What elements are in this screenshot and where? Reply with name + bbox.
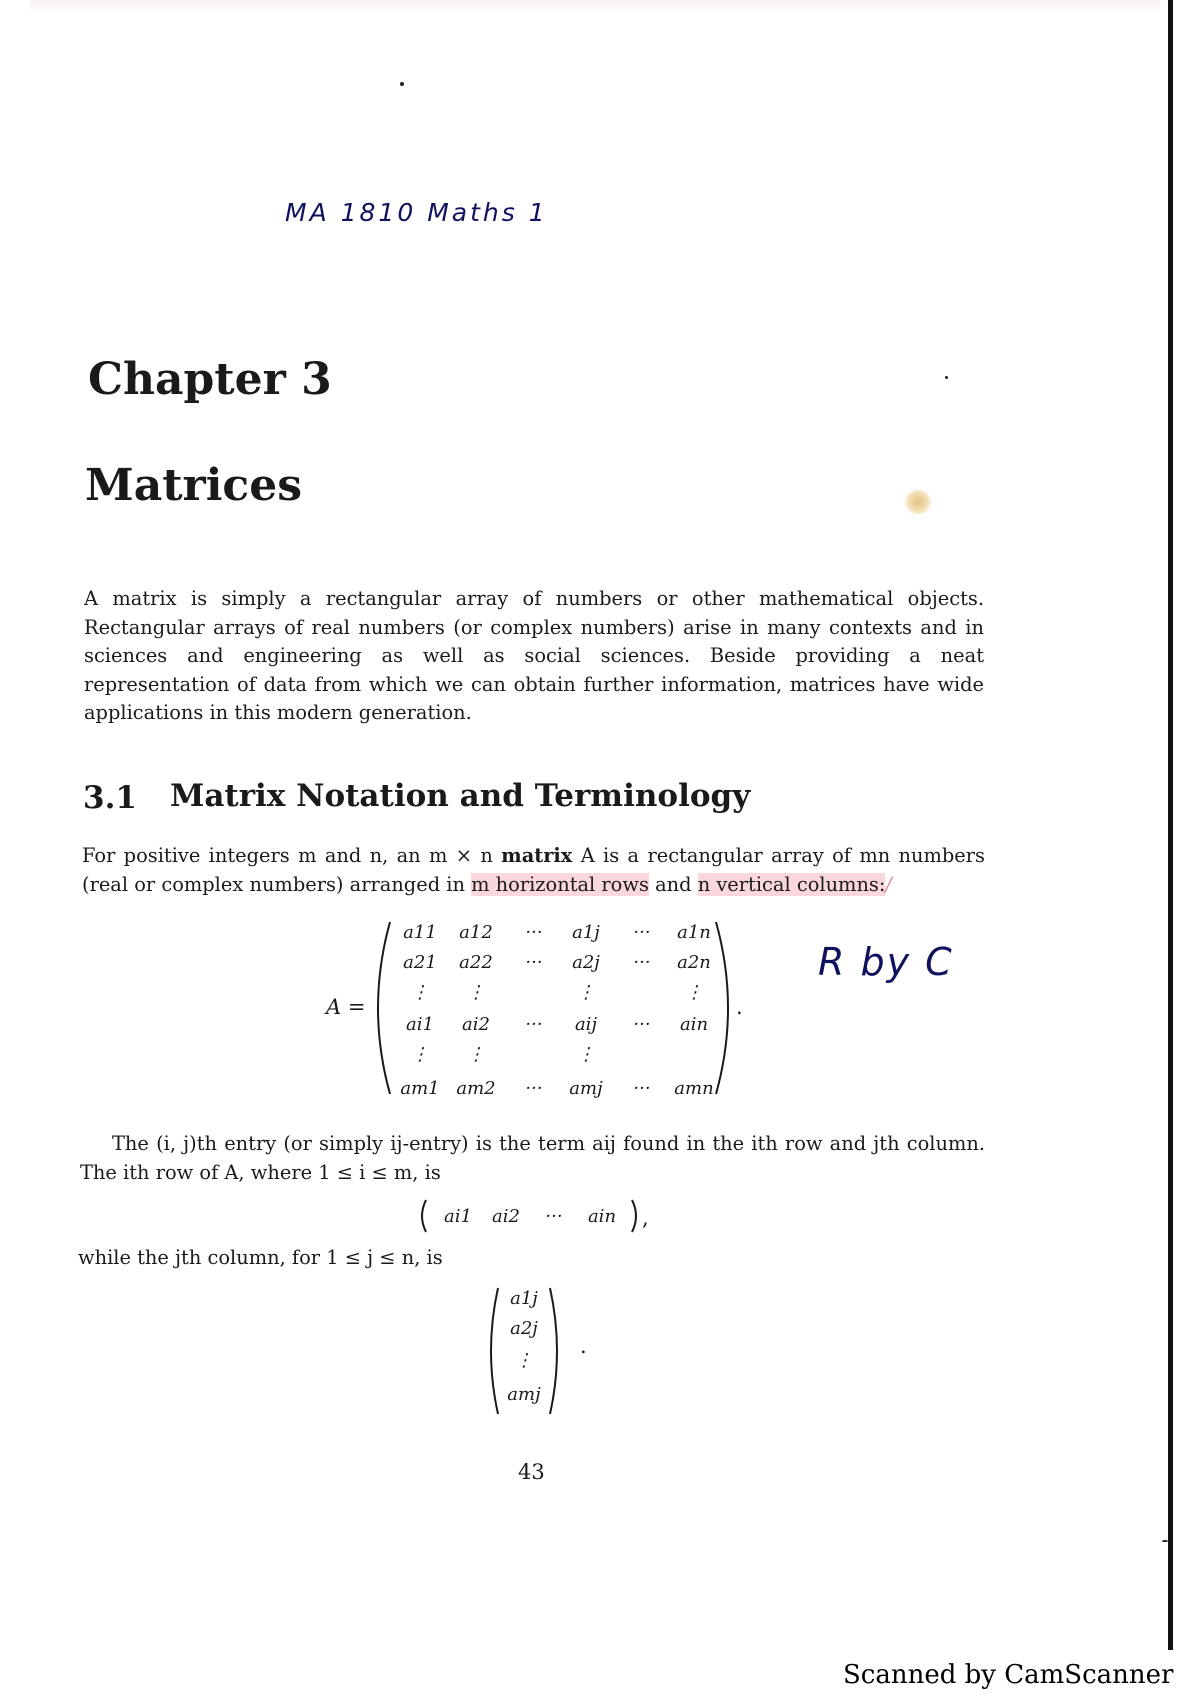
matrix-label: A =	[326, 995, 366, 1019]
entry-paragraph: The (i, j)th entry (or simply ij-entry) is the term aij found in the ith row and jth column. The ith row of A, where 1 ≤ i ≤ m, is	[80, 1132, 985, 1184]
math-entry: ···	[633, 922, 651, 943]
math-entry: a1j	[510, 1288, 538, 1309]
left-paren	[378, 922, 390, 1094]
math-entry: a2j	[572, 952, 600, 973]
column-vector-end-punct: .	[580, 1334, 587, 1358]
handwritten-side-note: R by C	[818, 940, 954, 984]
math-entry: aij	[574, 1014, 598, 1035]
math-entry: ai1	[444, 1206, 472, 1227]
math-entry: ⋮	[577, 1044, 595, 1065]
scanner-footer: Scanned by CamScanner	[843, 1660, 1174, 1690]
math-entry: a11	[403, 922, 437, 943]
definition-text: For positive integers m and n, an m × n	[82, 844, 502, 867]
math-entry: ⋮	[685, 982, 703, 1003]
math-entry: ai2	[492, 1206, 520, 1227]
math-entry: ain	[679, 1014, 709, 1035]
math-entry: amj	[569, 1078, 603, 1099]
scan-speck	[945, 376, 948, 379]
left-paren	[422, 1200, 426, 1232]
math-entry: ai2	[462, 1014, 490, 1035]
math-entry: ···	[525, 1014, 543, 1035]
right-paren	[632, 1200, 636, 1232]
scan-top-smudge	[30, 0, 1160, 14]
definition-text: A is a rectangular array of mn numbers (real or complex numbers) arranged in	[82, 844, 986, 896]
math-entry: ain	[587, 1206, 617, 1227]
math-entry: ⋮	[467, 1044, 485, 1065]
math-entry: a22	[459, 952, 493, 973]
math-entry: ⋮	[411, 982, 429, 1003]
math-entry: ai1	[406, 1014, 434, 1035]
definition-text: and	[648, 872, 698, 896]
stain-mark	[903, 490, 933, 514]
math-entry: a1n	[677, 922, 711, 943]
math-entry: am1	[400, 1078, 440, 1099]
math-entry: ···	[633, 952, 651, 973]
right-paren	[716, 922, 728, 1094]
math-entry: a12	[459, 922, 493, 943]
math-entry: a1j	[572, 922, 600, 943]
handwritten-course-note: MA 1810 Maths 1	[285, 198, 548, 227]
scan-speck	[400, 82, 404, 86]
math-entry: ···	[525, 952, 543, 973]
math-entry: amn	[674, 1078, 714, 1099]
matrix-end-punct: .	[736, 995, 743, 1019]
definition-term: matrix	[501, 844, 573, 867]
page-number: 43	[518, 1460, 545, 1484]
scan-page-edge	[1168, 0, 1173, 1650]
chapter-label: Chapter 3	[88, 354, 332, 405]
math-entry: ···	[525, 922, 543, 943]
math-entry: ⋮	[577, 982, 595, 1003]
chapter-title: Matrices	[85, 460, 302, 511]
math-entry: am2	[456, 1078, 496, 1099]
math-entry: a2n	[677, 952, 711, 973]
highlight-pen-mark: /	[885, 872, 892, 896]
matrix-brackets	[372, 918, 732, 1098]
highlight-rows: m horizontal rows	[471, 872, 649, 896]
math-entry: a2j	[510, 1318, 538, 1339]
math-entry: ⋮	[515, 1350, 533, 1371]
math-entry: ···	[525, 1078, 543, 1099]
intro-paragraph: A matrix is simply a rectangular array of numbers or other mathematical objects. Rectangular arrays of real numbers (or complex numbers) arise in many contexts and in sciences and engineering as well as social sciences. Beside providing a neat representation of data from which we can obtain further information, matrices have wide applications in this modern generation.	[84, 587, 984, 724]
math-entry: ⋮	[467, 982, 485, 1003]
math-entry: ⋮	[411, 1044, 429, 1065]
matrix-definition	[82, 842, 985, 899]
column-intro-text: while the jth column, for 1 ≤ j ≤ n, is	[78, 1246, 443, 1269]
math-entry: amj	[507, 1384, 541, 1405]
math-entry: ···	[633, 1078, 651, 1099]
scan-speck	[1162, 1540, 1168, 1542]
math-entry: ···	[545, 1206, 563, 1227]
section-title: Matrix Notation and Terminology	[170, 778, 751, 814]
section-number: 3.1	[83, 780, 137, 816]
math-entry: a21	[403, 952, 437, 973]
highlight-columns: n vertical columns:	[697, 872, 886, 896]
row-vector-end-punct: ,	[642, 1206, 649, 1230]
math-entry: ···	[633, 1014, 651, 1035]
